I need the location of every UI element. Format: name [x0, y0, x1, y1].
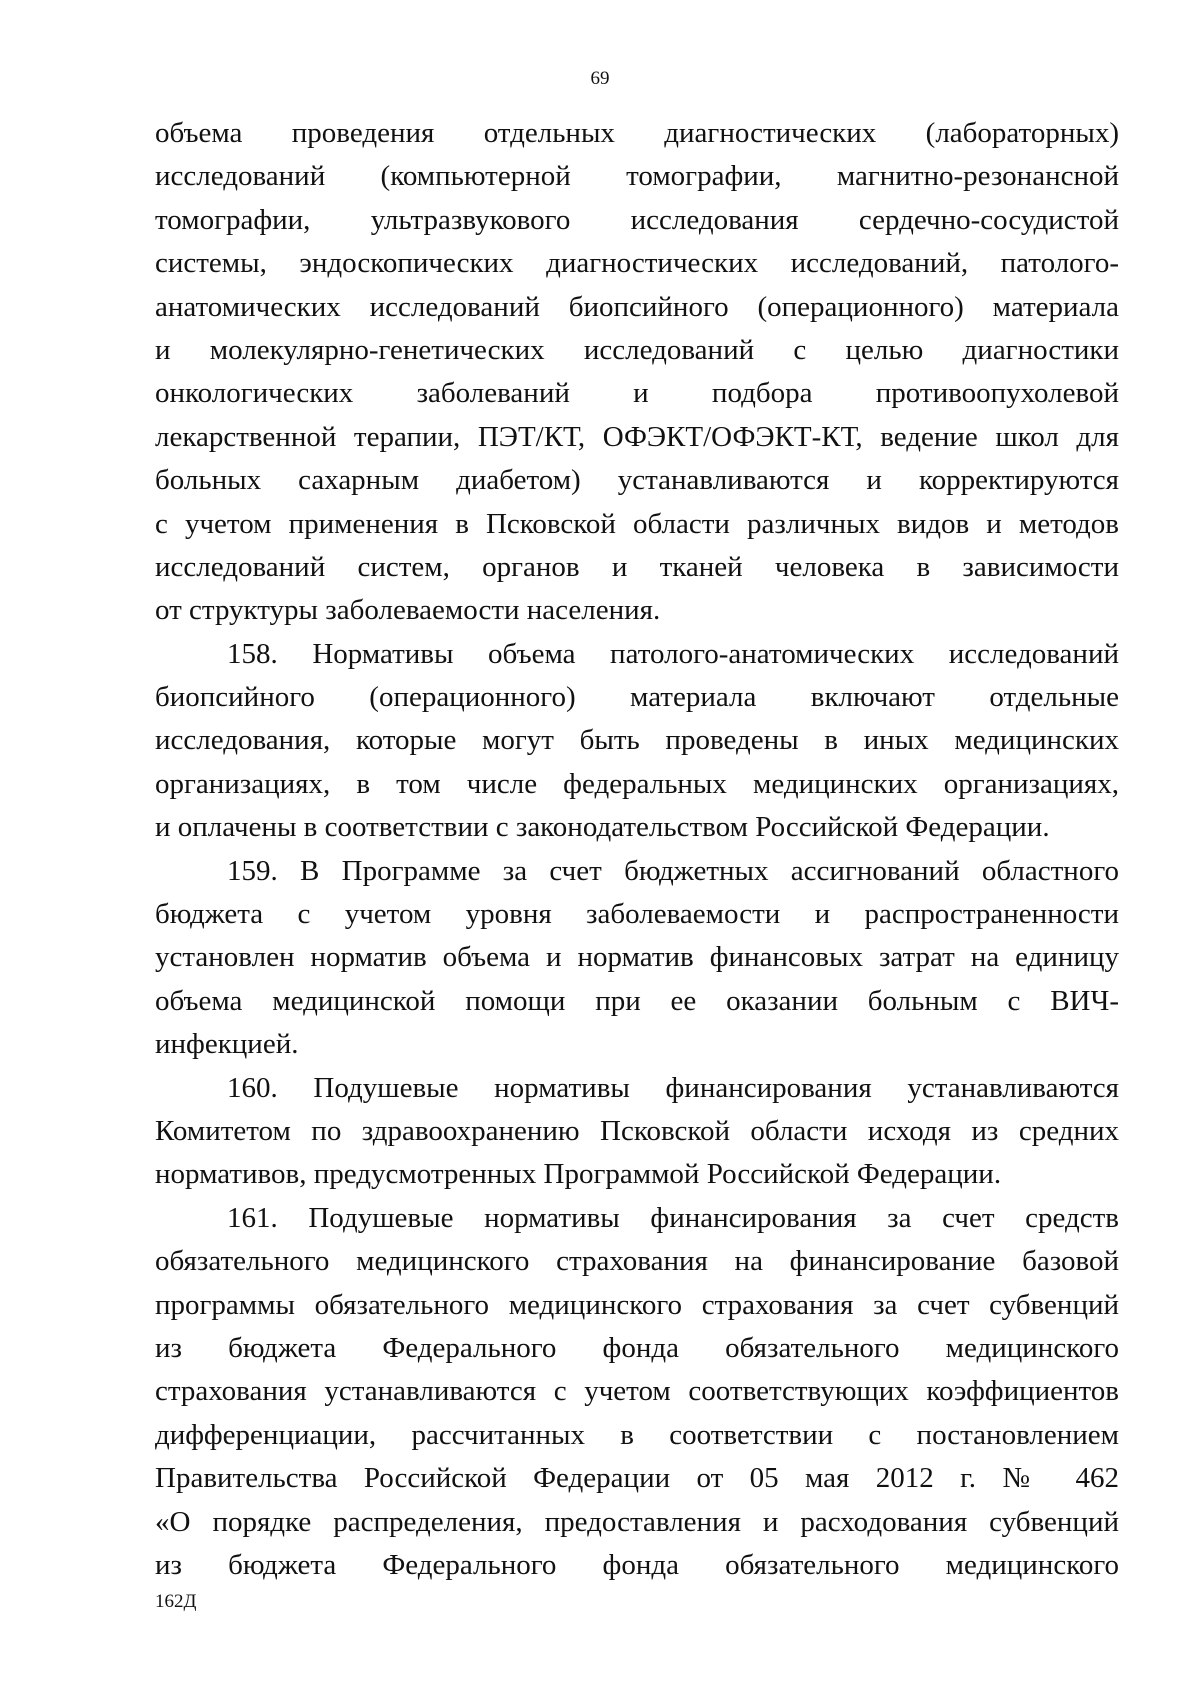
text-line: организациях, в том числе федеральных медицинских организациях,	[155, 767, 1119, 800]
text-line: установлен норматив объема и норматив финансовых затрат на единицу	[155, 941, 1119, 974]
text-line: страхования устанавливаются с учетом соответствующих коэффициентов	[155, 1375, 1119, 1408]
text-line: инфекцией.	[155, 1028, 299, 1061]
text-line: биопсийного (операционного) материала включают отдельные	[155, 681, 1119, 714]
text-line: от структуры заболеваемости населения.	[155, 594, 661, 627]
text-line: исследований систем, органов и тканей человека в зависимости	[155, 550, 1119, 583]
text-line: исследования, которые могут быть проведены в иных медицинских	[155, 724, 1119, 757]
text-line: и молекулярно-генетических исследований с целью диагностики	[155, 333, 1119, 366]
document-body	[155, 112, 1119, 1587]
text-line: Комитетом по здравоохранению Псковской области исходя из средних	[155, 1114, 1119, 1147]
paragraph-160-start: 160. Подушевые нормативы финансирования устанавливаются	[227, 1071, 1119, 1104]
text-line: из бюджета Федерального фонда обязательного медицинского	[155, 1548, 1119, 1581]
document-code: 162Д	[155, 1591, 197, 1612]
text-line: Правительства Российской Федерации от 05 мая 2012 г. № 462	[155, 1462, 1119, 1495]
text-line: «О порядке распределения, предоставления и расходования субвенций	[155, 1505, 1119, 1538]
text-line: программы обязательного медицинского страхования за счет субвенций	[155, 1288, 1119, 1321]
paragraph-158-start: 158. Нормативы объема патолого-анатомических исследований	[227, 637, 1119, 670]
text-line: дифференциации, рассчитанных в соответствии с постановлением	[155, 1418, 1119, 1451]
text-line: объема медицинской помощи при ее оказании больным с ВИЧ-	[155, 984, 1119, 1017]
text-line: из бюджета Федерального фонда обязательного медицинского	[155, 1331, 1119, 1364]
text-line: лекарственной терапии, ПЭТ/КТ, ОФЭКТ/ОФЭКТ-КТ, ведение школ для	[155, 420, 1119, 453]
text-line: системы, эндоскопических диагностических исследований, патолого-	[155, 247, 1119, 280]
page-number: 69	[590, 68, 610, 89]
text-line: бюджета с учетом уровня заболеваемости и распространенности	[155, 898, 1119, 931]
text-line: анатомических исследований биопсийного (операционного) материала	[155, 290, 1119, 323]
text-line: исследований (компьютерной томографии, магнитно-резонансной	[155, 160, 1119, 193]
text-line: объема проведения отдельных диагностических (лабораторных)	[155, 117, 1119, 149]
text-line: и оплачены в соответствии с законодательством Российской Федерации.	[155, 811, 1050, 844]
text-line: нормативов, предусмотренных Программой Российской Федерации.	[155, 1158, 1002, 1191]
text-line: больных сахарным диабетом) устанавливаются и корректируются	[155, 464, 1119, 497]
text-line: с учетом применения в Псковской области различных видов и методов	[155, 507, 1119, 540]
text-line: томографии, ультразвукового исследования сердечно-сосудистой	[155, 203, 1119, 236]
text-line: онкологических заболеваний и подбора противоопухолевой	[155, 377, 1119, 410]
paragraph-159-start: 159. В Программе за счет бюджетных ассигнований областного	[227, 854, 1119, 887]
text-line: обязательного медицинского страхования на финансирование базовой	[155, 1245, 1119, 1278]
paragraph-161-start: 161. Подушевые нормативы финансирования за счет средств	[227, 1201, 1119, 1234]
